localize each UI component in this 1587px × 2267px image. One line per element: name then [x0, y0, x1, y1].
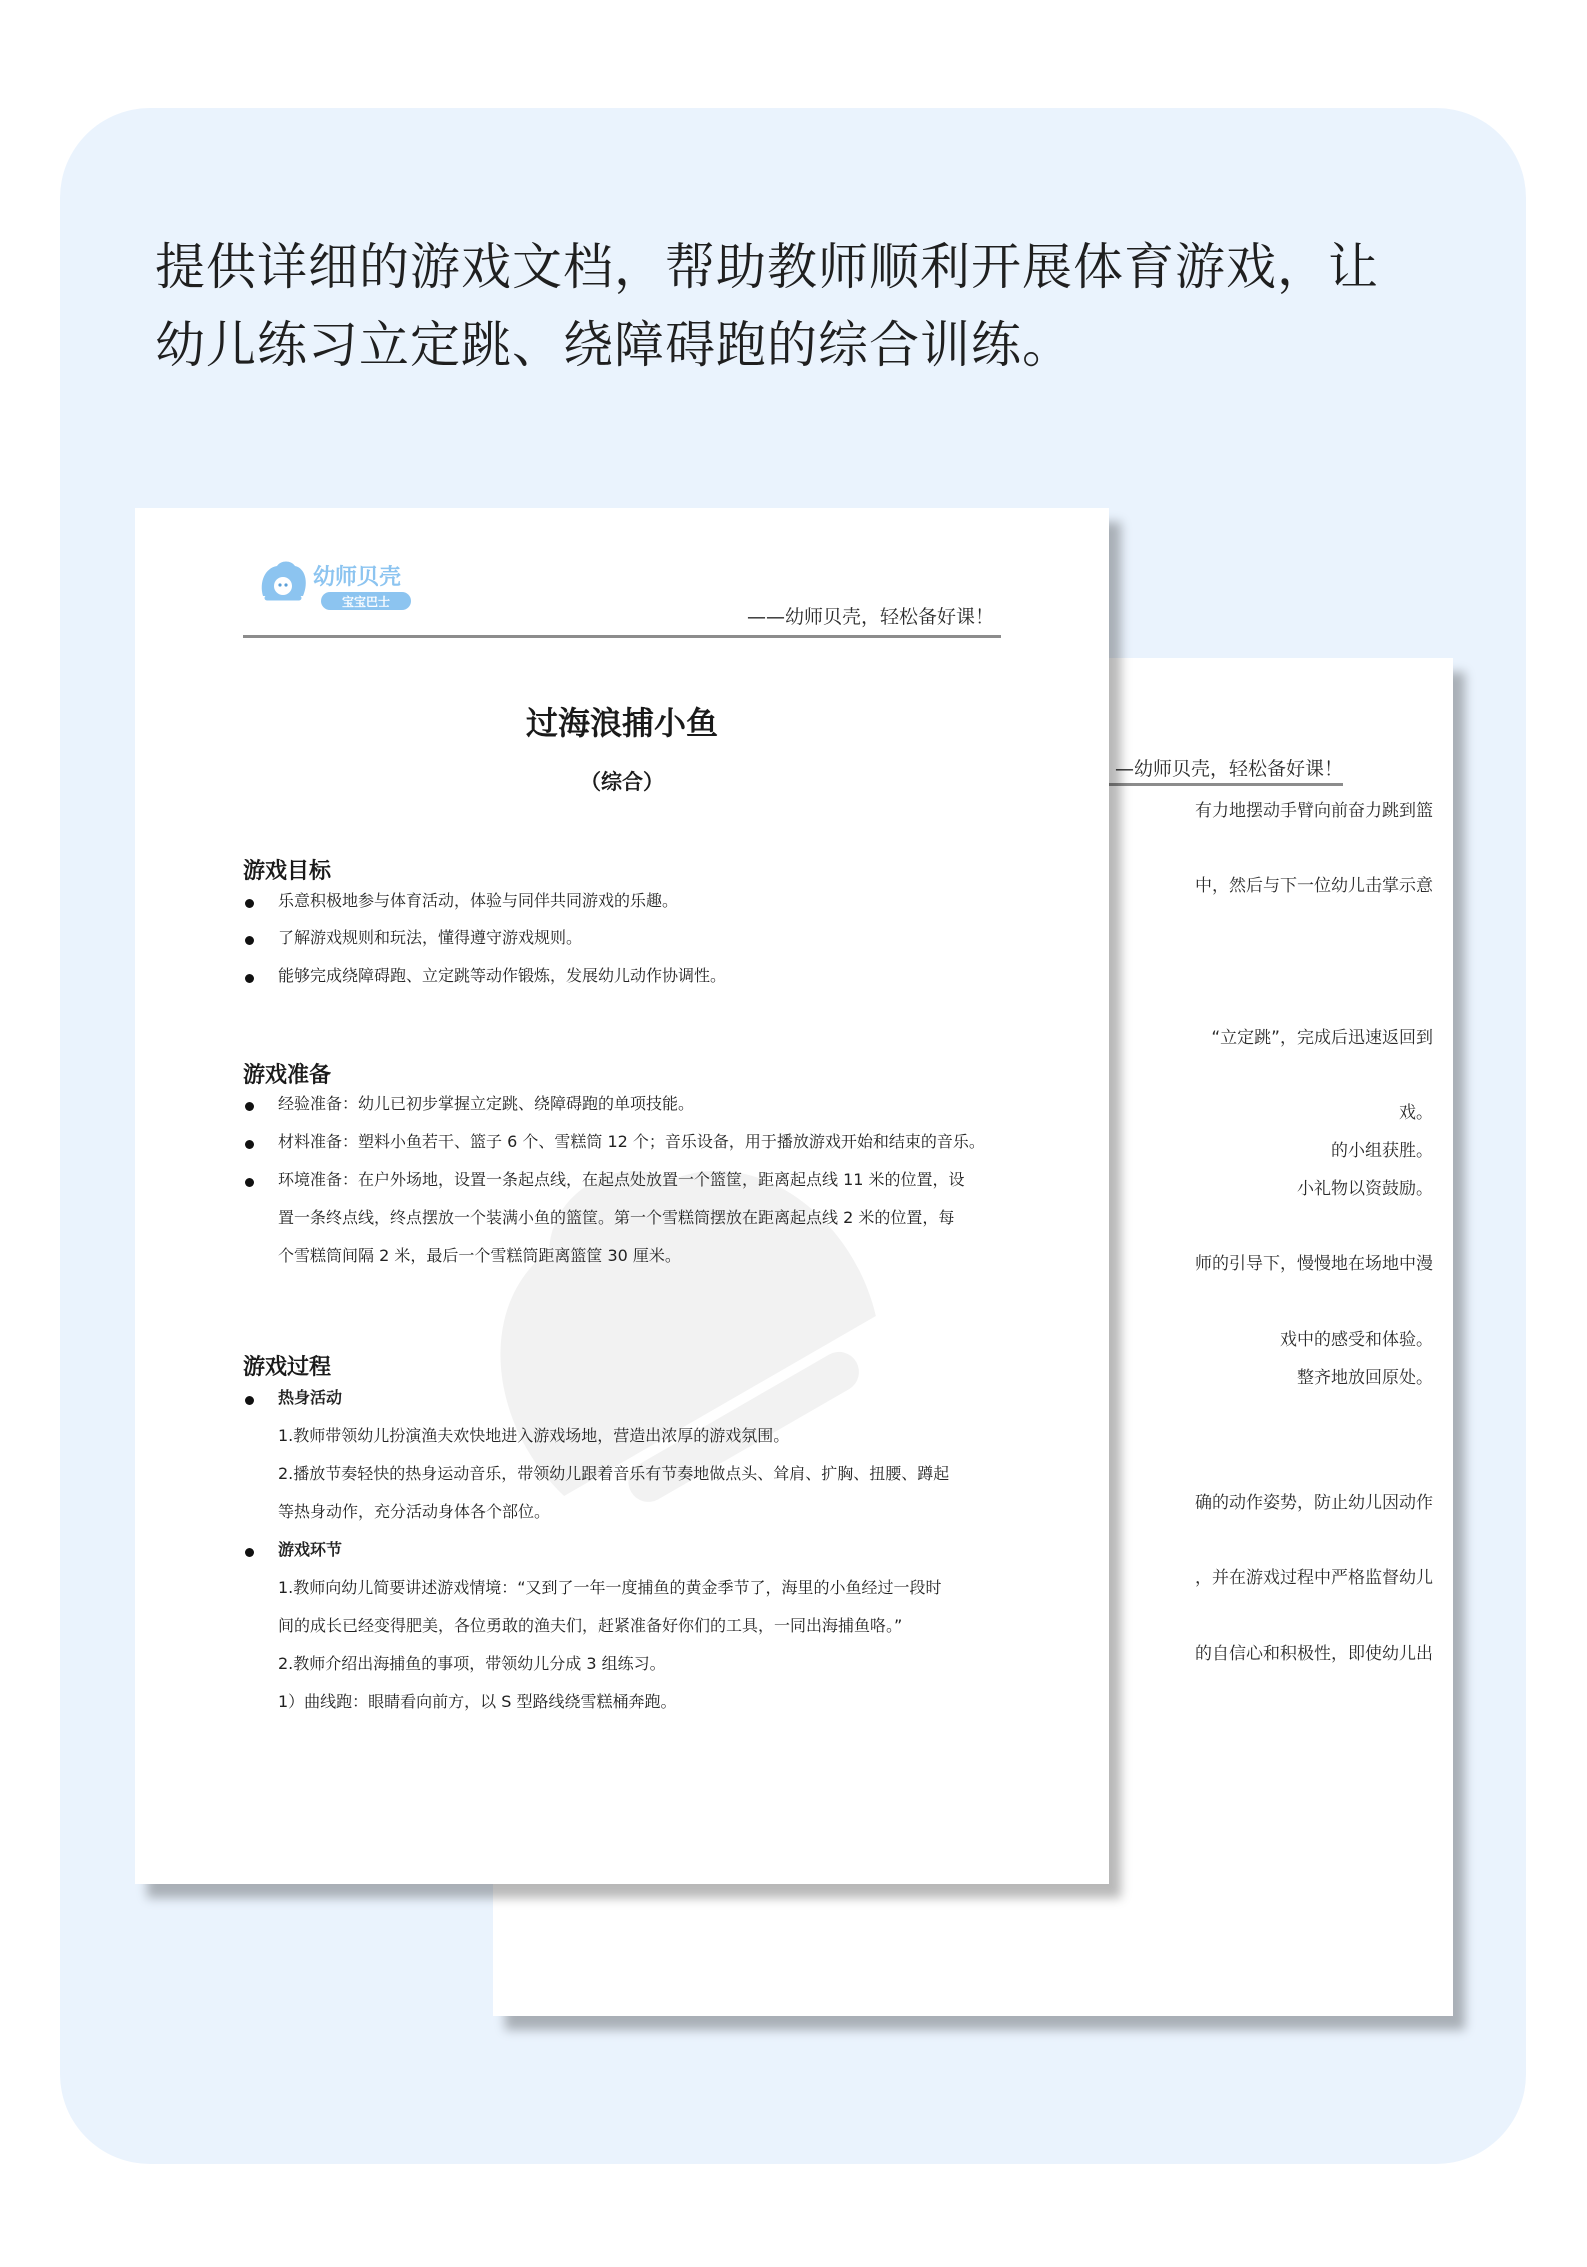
document-page-front — [135, 508, 1109, 1884]
bullet-icon — [245, 1140, 254, 1149]
prep-item: 材料准备：塑料小鱼若干、篮子 6 个、雪糕筒 12 个；音乐设备，用于播放游戏开始和结束的音乐。 — [278, 1132, 985, 1151]
bullet-icon — [245, 974, 254, 983]
bullet-icon — [245, 899, 254, 908]
showcase-card — [60, 108, 1526, 2164]
back-page-slogan: —幼师贝壳，轻松备好课！ — [1114, 758, 1343, 780]
process-line: 1）曲线跑：眼睛看向前方，以 S 型路线绕雪糕桶奔跑。 — [278, 1692, 677, 1711]
back-line: 师的引导下，慢慢地在场地中漫 — [1195, 1254, 1433, 1274]
back-line: 戏。 — [1399, 1103, 1433, 1123]
headline — [155, 228, 1445, 384]
document-subtitle: （综合） — [580, 770, 664, 794]
process-line: 2.教师介绍出海捕鱼的事项，带领幼儿分成 3 组练习。 — [278, 1654, 666, 1673]
bullet-icon — [245, 1548, 254, 1557]
bullet-icon — [245, 936, 254, 945]
goal-item: 了解游戏规则和玩法，懂得遵守游戏规则。 — [278, 928, 583, 947]
process-line: 1.教师向幼儿简要讲述游戏情境：“又到了一年一度捕鱼的黄金季节了，海里的小鱼经过一段时 — [278, 1578, 942, 1597]
bullet-icon — [245, 1102, 254, 1111]
document-title: 过海浪捕小鱼 — [525, 704, 718, 742]
process-subheading-game: 游戏环节 — [278, 1540, 343, 1559]
back-line: 的自信心和积极性，即使幼儿出 — [1195, 1644, 1433, 1664]
goal-item: 乐意积极地参与体育活动，体验与同伴共同游戏的乐趣。 — [278, 891, 679, 910]
process-line: 1.教师带领幼儿扮演渔夫欢快地进入游戏场地，营造出浓厚的游戏氛围。 — [278, 1426, 790, 1445]
prep-item: 经验准备：幼儿已初步掌握立定跳、绕障碍跑的单项技能。 — [278, 1094, 695, 1113]
back-line: 整齐地放回原处。 — [1297, 1368, 1433, 1388]
back-line: ，并在游戏过程中严格监督幼儿 — [1195, 1568, 1433, 1588]
prep-item: 环境准备：在户外场地，设置一条起点线，在起点处放置一个篮筐，距离起点线 11 米的位置，设 — [278, 1170, 965, 1189]
back-line: 中，然后与下一位幼儿击掌示意 — [1195, 876, 1433, 896]
back-line: 有力地摆动手臂向前奋力跳到篮 — [1195, 801, 1433, 821]
headline-line-1: 提供详细的游戏文档，帮助教师顺利开展体育游戏，让 — [155, 238, 1379, 296]
logo-name: 幼师贝壳 — [313, 565, 402, 590]
logo-sub: 宝宝巴士 — [341, 595, 391, 609]
back-line: 确的动作姿势，防止幼儿因动作 — [1195, 1493, 1433, 1513]
goal-item: 能够完成绕障碍跑、立定跳等动作锻炼，发展幼儿动作协调性。 — [278, 966, 727, 985]
prep-item-cont: 个雪糕筒间隔 2 米，最后一个雪糕筒距离篮筐 30 厘米。 — [278, 1246, 681, 1265]
shell-logo-icon — [255, 556, 435, 616]
prep-item-cont: 置一条终点线，终点摆放一个装满小鱼的篮筐。第一个雪糕筒摆放在距离起点线 2 米的位置，每 — [278, 1208, 955, 1227]
process-line: 2.播放节奏轻快的热身运动音乐，带领幼儿跟着音乐有节奏地做点头、耸肩、扩胸、扭腰、蹲起 — [278, 1464, 950, 1483]
process-subheading-warmup: 热身活动 — [278, 1388, 343, 1407]
headline-line-2: 幼儿练习立定跳、绕障碍跑的综合训练。 — [155, 316, 1073, 374]
back-line: 的小组获胜。 — [1331, 1141, 1433, 1161]
process-line: 等热身动作，充分活动身体各个部位。 — [278, 1502, 551, 1521]
section-heading-goals: 游戏目标 — [243, 859, 332, 884]
brand-logo — [255, 556, 435, 616]
section-heading-prep: 游戏准备 — [243, 1063, 332, 1088]
front-page-slogan: ——幼师贝壳，轻松备好课！ — [746, 606, 994, 628]
back-line: 戏中的感受和体验。 — [1280, 1330, 1433, 1350]
back-line: 小礼物以资鼓励。 — [1297, 1179, 1433, 1199]
bullet-icon — [245, 1396, 254, 1405]
bullet-icon — [245, 1178, 254, 1187]
process-line: 间的成长已经变得肥美，各位勇敢的渔夫们，赶紧准备好你们的工具，一同出海捕鱼咯。” — [278, 1616, 903, 1635]
section-heading-process: 游戏过程 — [243, 1355, 332, 1380]
header-rule — [243, 635, 1001, 638]
back-line: “立定跳”，完成后迅速返回到 — [1211, 1028, 1433, 1048]
